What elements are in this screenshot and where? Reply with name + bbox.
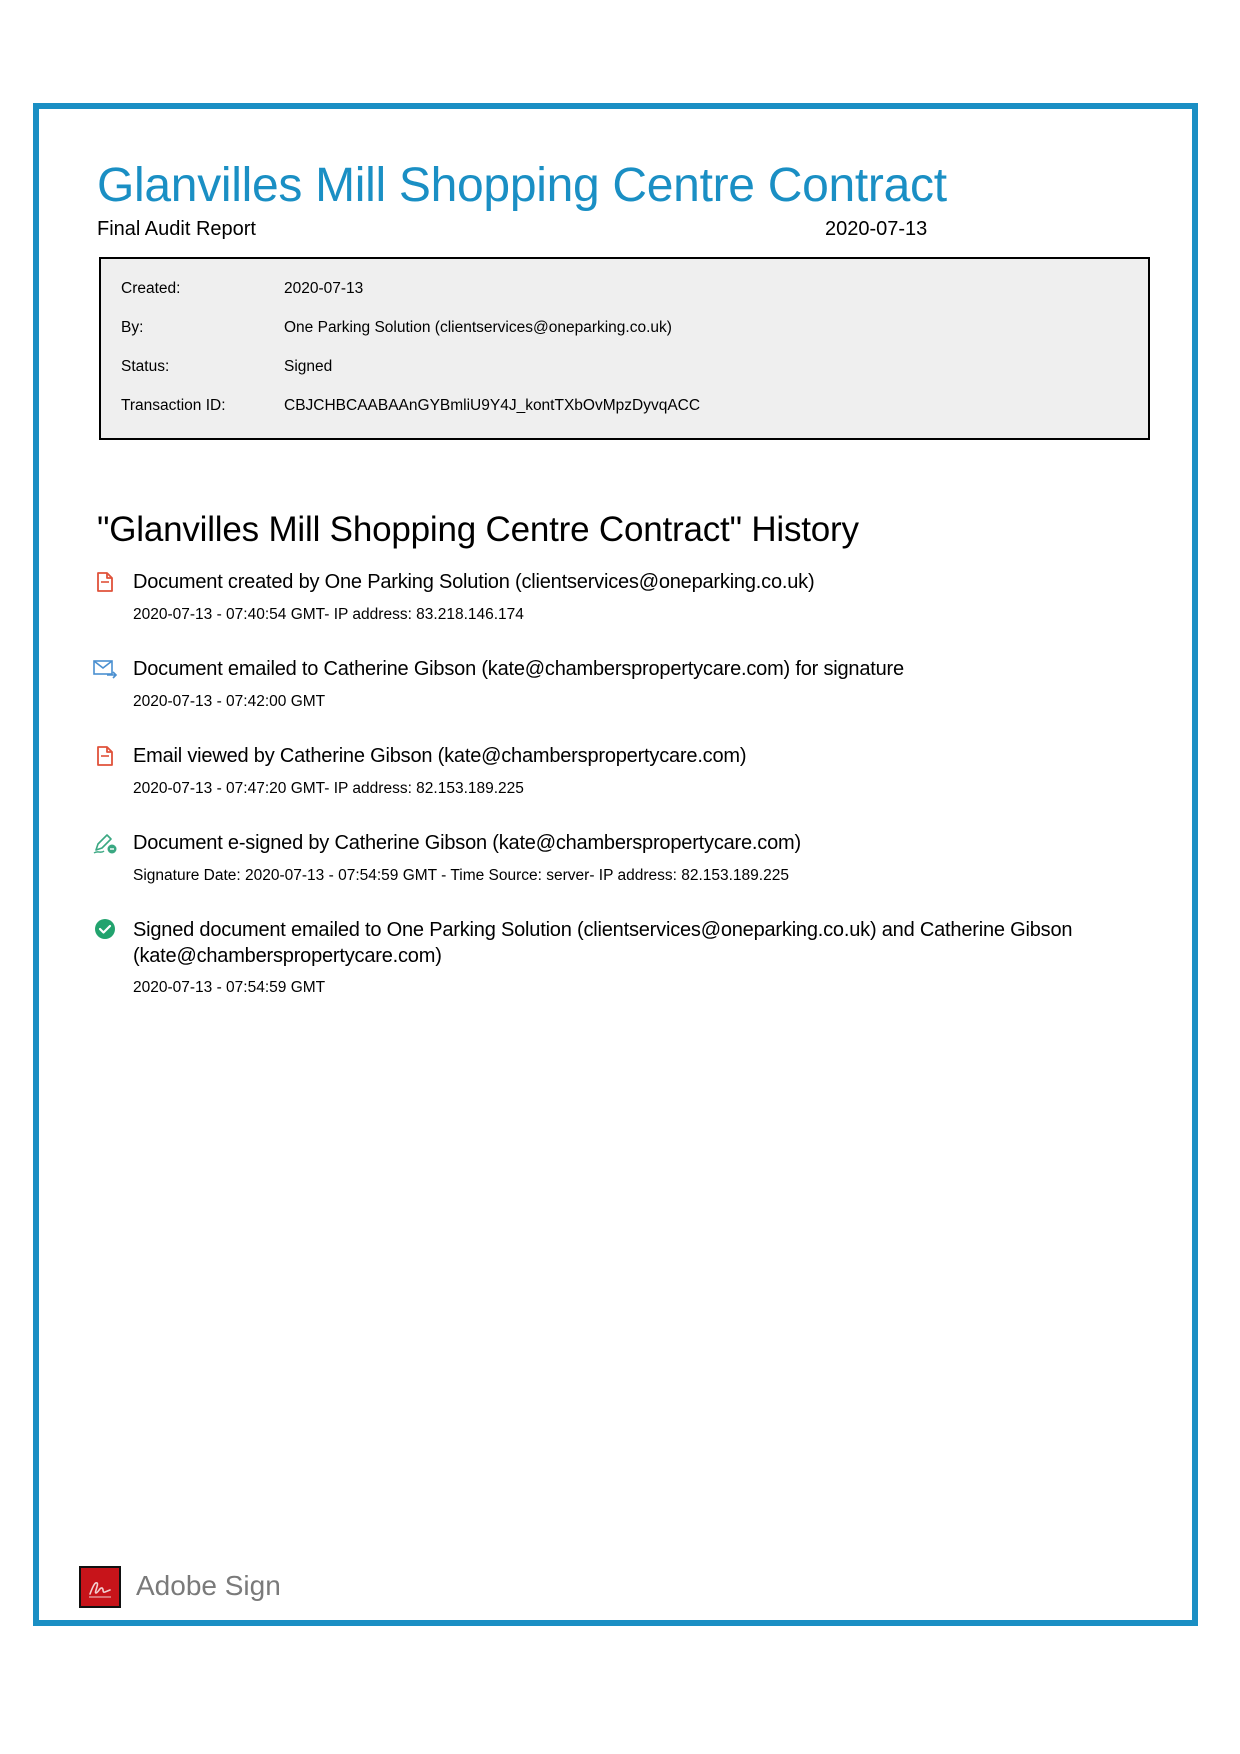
- document-title: Glanvilles Mill Shopping Centre Contract: [97, 159, 947, 212]
- transaction-id-label: Transaction ID:: [121, 397, 226, 414]
- event-description: Email viewed by Catherine Gibson (kate@chamberspropertycare.com): [133, 745, 747, 767]
- adobe-sign-logo-icon: [79, 1566, 121, 1608]
- created-label: Created:: [121, 280, 181, 297]
- event-description: Signed document emailed to One Parking Solution (clientservices@oneparking.co.uk) and Catherine Gibson (kate@chamberspropertycare.com): [133, 919, 1073, 967]
- by-label: By:: [121, 319, 144, 336]
- event-description: Document emailed to Catherine Gibson (kate@chamberspropertycare.com) for signature: [133, 658, 904, 680]
- transaction-id-value: CBJCHBCAABAAnGYBmliU9Y4J_kontTXbOvMpzDyvqACC: [284, 397, 701, 414]
- signature-pen-icon: [92, 830, 118, 856]
- document-icon: [92, 743, 118, 769]
- status-value: Signed: [284, 358, 333, 375]
- check-circle-icon: [92, 917, 118, 943]
- email-icon: [92, 656, 118, 682]
- event-description: Document e-signed by Catherine Gibson (kate@chamberspropertycare.com): [133, 832, 801, 854]
- report-subtitle: Final Audit Report: [97, 218, 256, 240]
- created-value: 2020-07-13: [284, 280, 364, 297]
- event-timestamp: 2020-07-13 - 07:40:54 GMT- IP address: 83.218.146.174: [133, 606, 524, 623]
- history-title: "Glanvilles Mill Shopping Centre Contract" History: [97, 510, 859, 549]
- report-date: 2020-07-13: [825, 218, 928, 240]
- by-value: One Parking Solution (clientservices@oneparking.co.uk): [284, 319, 672, 336]
- document-icon: [92, 569, 118, 595]
- status-label: Status:: [121, 358, 170, 375]
- event-timestamp: Signature Date: 2020-07-13 - 07:54:59 GMT - Time Source: server- IP address: 82.153.189.225: [133, 867, 789, 884]
- summary-box: [99, 257, 1150, 440]
- adobe-sign-wordmark: Adobe Sign: [136, 1570, 281, 1601]
- event-timestamp: 2020-07-13 - 07:42:00 GMT: [133, 693, 326, 710]
- event-description: Document created by One Parking Solution (clientservices@oneparking.co.uk): [133, 571, 815, 593]
- event-timestamp: 2020-07-13 - 07:47:20 GMT- IP address: 82.153.189.225: [133, 780, 524, 797]
- event-timestamp: 2020-07-13 - 07:54:59 GMT: [133, 979, 326, 996]
